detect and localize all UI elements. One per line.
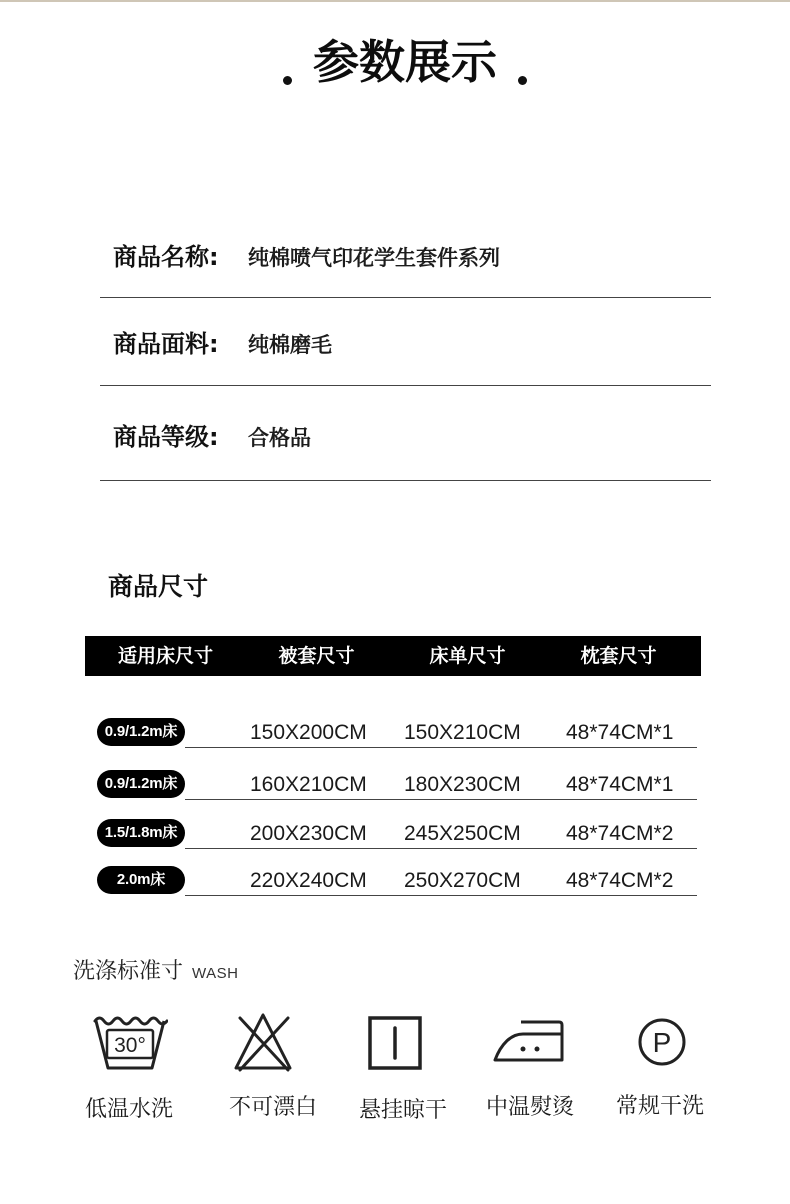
size-row bbox=[0, 718, 790, 749]
iron-medium-icon bbox=[491, 1014, 567, 1066]
bed-size-pill: 0.9/1.2m床 bbox=[97, 770, 185, 798]
pillow-size: 48*74CM*2 bbox=[566, 869, 674, 892]
wash-temp-mark: 30° bbox=[114, 1034, 146, 1057]
duvet-size: 200X230CM bbox=[250, 822, 367, 845]
no-bleach-icon bbox=[232, 1012, 294, 1074]
wash-title-cn: 洗涤标准寸 bbox=[73, 959, 184, 984]
title-dot-right bbox=[518, 76, 527, 85]
param-divider bbox=[100, 297, 711, 298]
param-fabric-label: 商品面料: bbox=[113, 330, 219, 358]
duvet-size: 220X240CM bbox=[250, 869, 367, 892]
bed-size-pill: 2.0m床 bbox=[97, 866, 185, 894]
param-divider bbox=[100, 480, 711, 481]
pillow-size: 48*74CM*2 bbox=[566, 822, 674, 845]
wash-label: 低温水洗 bbox=[84, 1097, 173, 1122]
row-divider bbox=[185, 799, 697, 800]
hang-dry-icon bbox=[366, 1014, 424, 1072]
wash-label: 中温熨烫 bbox=[485, 1095, 574, 1120]
row-divider bbox=[185, 895, 697, 896]
sheet-size: 150X210CM bbox=[404, 721, 521, 744]
header-pillow-size: 枕套尺寸 bbox=[580, 645, 657, 667]
row-divider bbox=[185, 747, 697, 748]
top-rule bbox=[0, 0, 790, 2]
pillow-size: 48*74CM*1 bbox=[566, 721, 674, 744]
duvet-size: 160X210CM bbox=[250, 773, 367, 796]
header-bed-size: 适用床尺寸 bbox=[117, 645, 213, 667]
header-sheet-size: 床单尺寸 bbox=[429, 645, 506, 667]
wash-label: 悬挂晾干 bbox=[358, 1098, 447, 1123]
duvet-size: 150X200CM bbox=[250, 721, 367, 744]
header-duvet-size: 被套尺寸 bbox=[278, 645, 355, 667]
param-grade-value: 合格品 bbox=[248, 426, 311, 450]
bed-size-pill: 0.9/1.2m床 bbox=[97, 718, 185, 746]
pillow-size: 48*74CM*1 bbox=[566, 773, 674, 796]
bed-size-pill: 1.5/1.8m床 bbox=[97, 819, 185, 847]
wash-title bbox=[73, 958, 238, 988]
size-row bbox=[0, 819, 790, 850]
wash-label: 常规干洗 bbox=[615, 1094, 704, 1119]
size-row bbox=[0, 866, 790, 897]
param-divider bbox=[100, 385, 711, 386]
sheet-size: 180X230CM bbox=[404, 773, 521, 796]
param-name-value: 纯棉喷气印花学生套件系列 bbox=[248, 246, 500, 270]
title-dot-left bbox=[283, 76, 292, 85]
size-section-title: 商品尺寸 bbox=[108, 572, 209, 601]
wash-30-icon bbox=[92, 1012, 168, 1072]
param-fabric-value: 纯棉磨毛 bbox=[248, 333, 332, 357]
size-table-header bbox=[85, 636, 701, 676]
dry-clean-mark: P bbox=[652, 1027, 672, 1058]
wash-label: 不可漂白 bbox=[228, 1095, 317, 1120]
wash-title-en: WASH bbox=[192, 965, 239, 982]
size-row bbox=[0, 770, 790, 801]
page-title: 参数展示 bbox=[313, 35, 497, 89]
row-divider bbox=[185, 848, 697, 849]
param-name-label: 商品名称: bbox=[113, 243, 219, 271]
dry-clean-icon bbox=[636, 1016, 688, 1068]
sheet-size: 250X270CM bbox=[404, 869, 521, 892]
param-grade-label: 商品等级: bbox=[113, 423, 219, 451]
sheet-size: 245X250CM bbox=[404, 822, 521, 845]
